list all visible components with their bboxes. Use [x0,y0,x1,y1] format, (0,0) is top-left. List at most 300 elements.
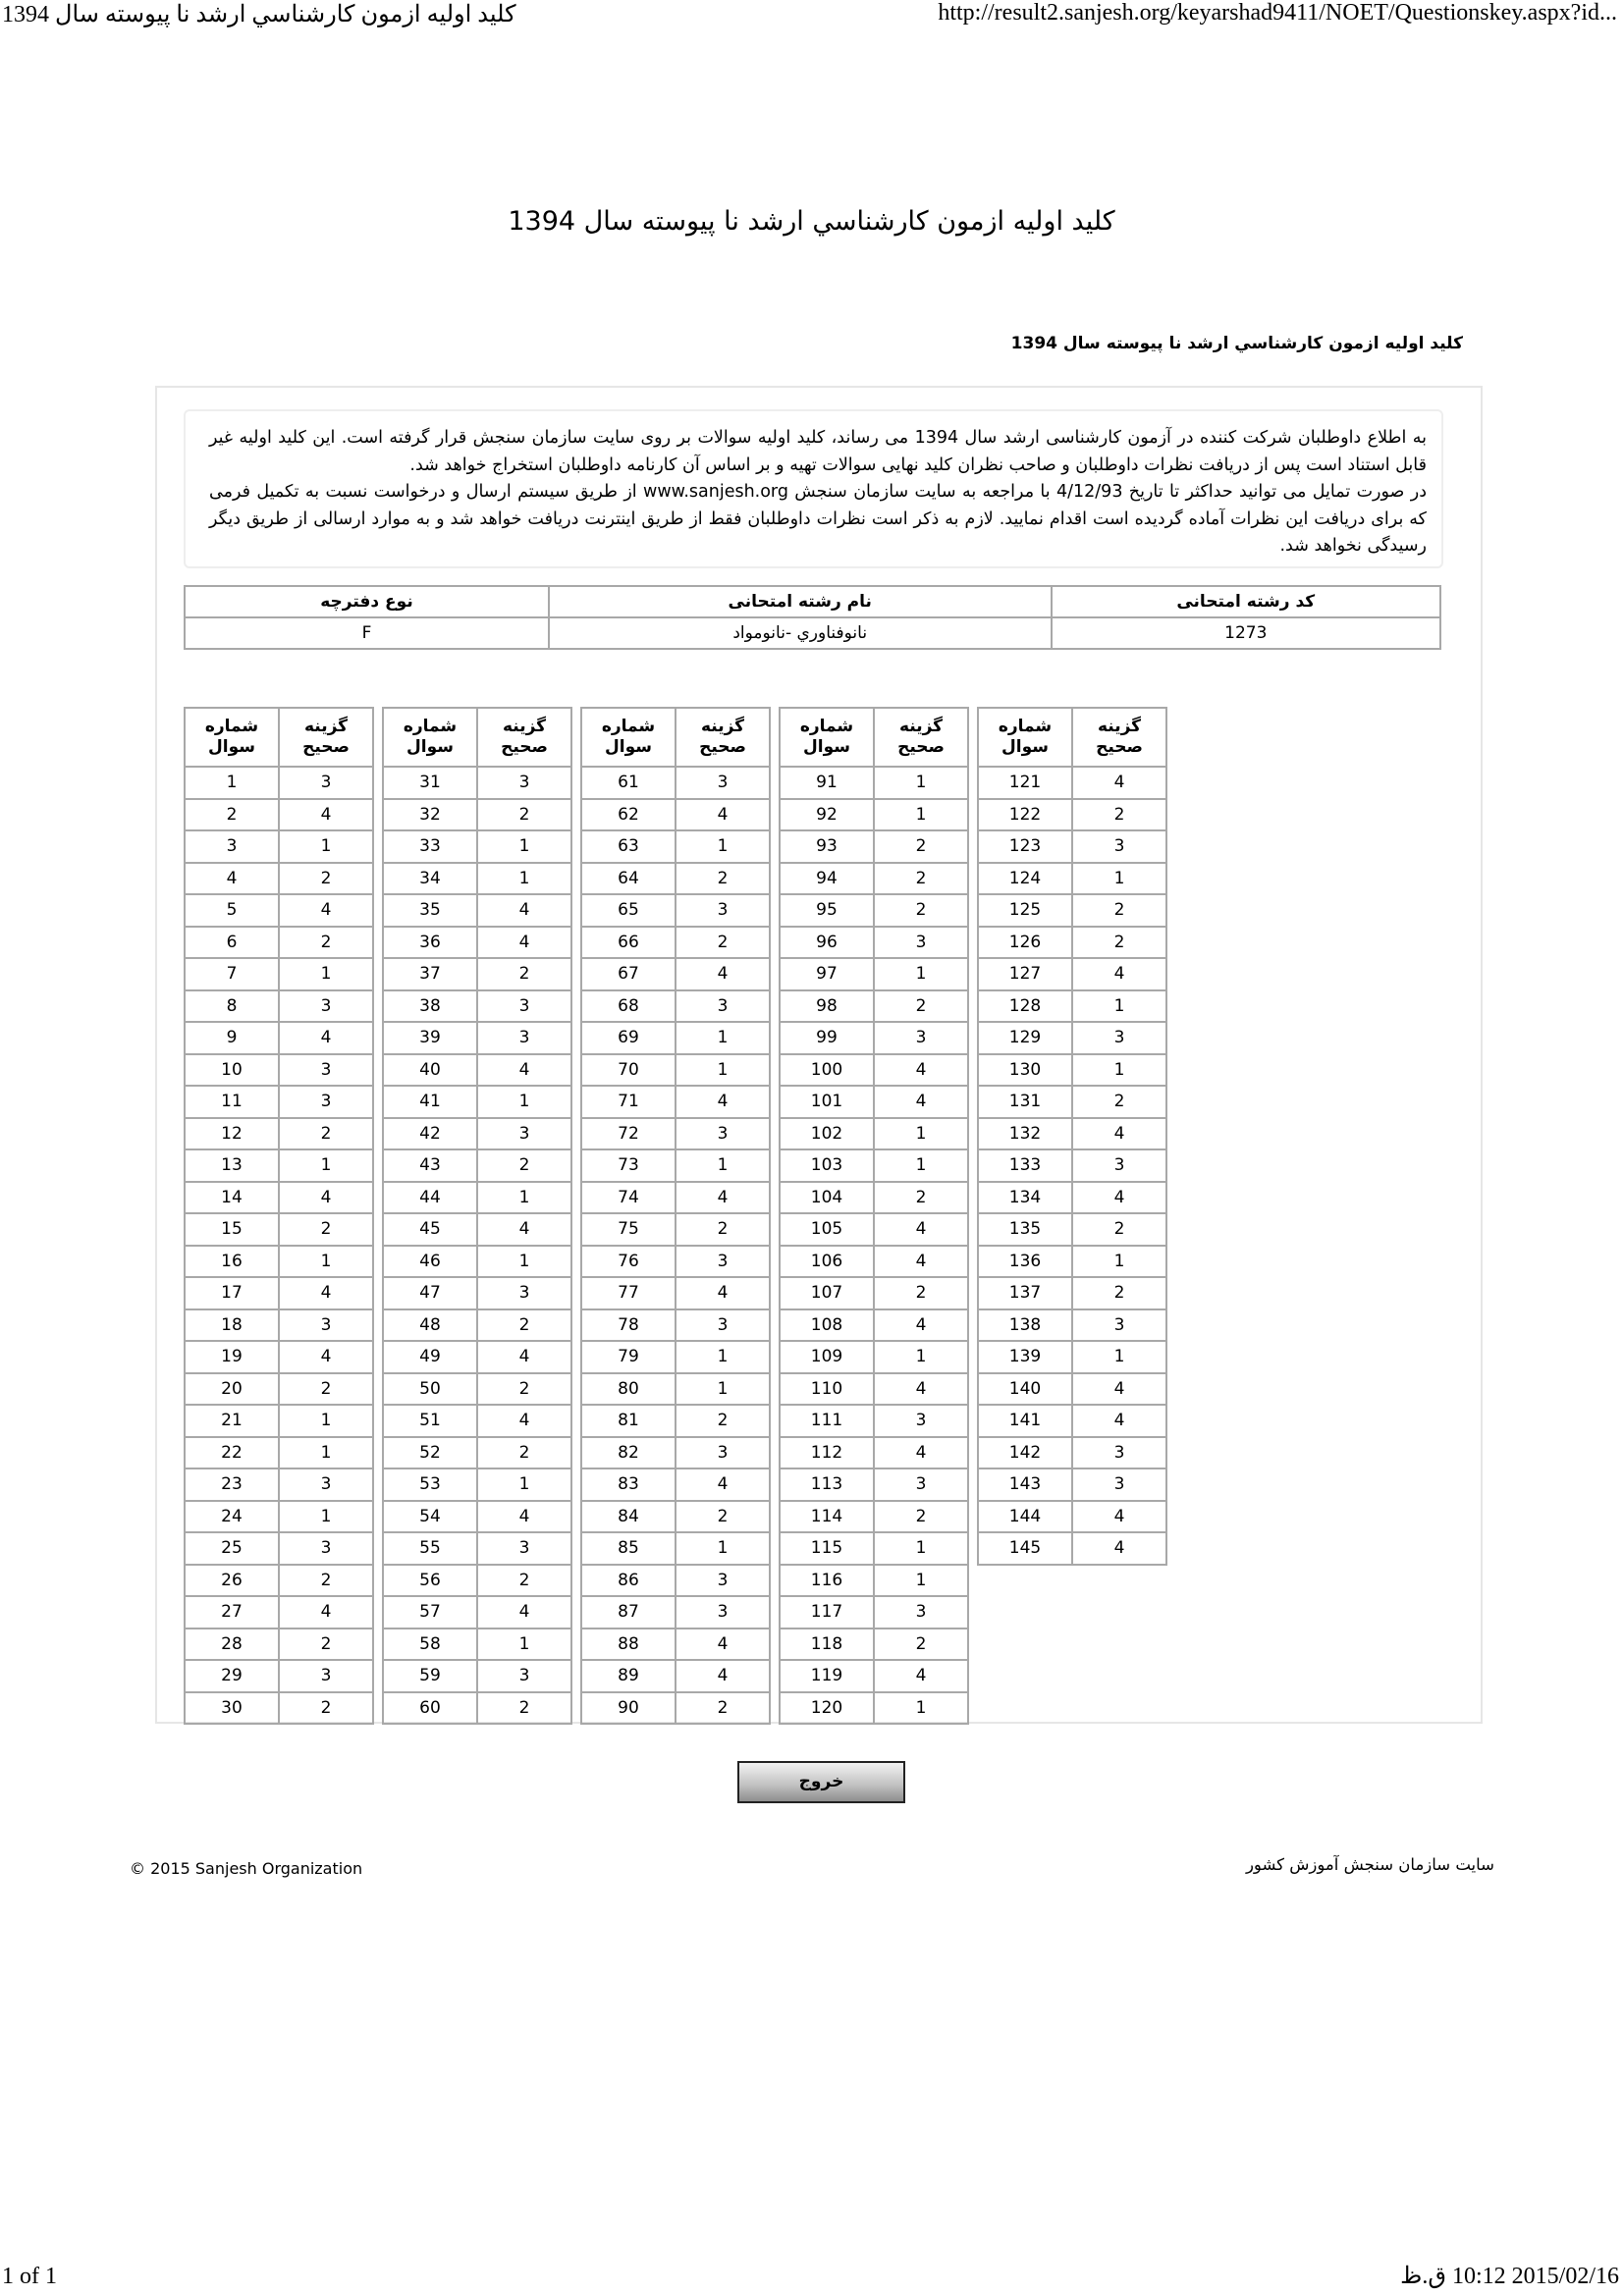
question-number: 22 [185,1437,279,1469]
question-number: 133 [978,1149,1072,1182]
answer-row [978,1054,1166,1087]
correct-option-header: گزینه صحیح [874,708,968,767]
question-number: 47 [383,1277,477,1309]
answer-row [383,1373,571,1406]
correct-option: 4 [874,1086,968,1118]
answer-row [185,1149,373,1182]
answer-row [978,1086,1166,1118]
correct-option: 1 [1072,863,1166,895]
answer-row [978,1182,1166,1214]
question-number: 70 [581,1054,676,1087]
answer-table [382,707,572,1725]
answer-table [977,707,1167,1566]
correct-option: 3 [676,894,770,927]
correct-option: 1 [874,1149,968,1182]
answer-row [978,1437,1166,1469]
correct-option: 2 [1072,799,1166,831]
question-number: 33 [383,830,477,863]
correct-option: 2 [874,830,968,863]
correct-option: 2 [1072,1086,1166,1118]
answer-row [978,927,1166,959]
correct-option: 4 [874,1054,968,1087]
correct-option: 4 [676,1182,770,1214]
correct-option: 3 [676,1118,770,1150]
correct-option: 4 [279,1341,373,1373]
answer-row [780,1246,968,1278]
correct-option: 4 [279,1277,373,1309]
question-number: 35 [383,894,477,927]
question-number: 23 [185,1468,279,1501]
question-number: 139 [978,1341,1072,1373]
answer-row [581,1501,770,1533]
answer-row [581,1118,770,1150]
correct-option: 2 [874,1277,968,1309]
answer-row [780,1437,968,1469]
answer-row [185,927,373,959]
answer-row [185,1277,373,1309]
correct-option: 3 [477,1532,571,1565]
exam-name-header: نام رشته امتحانی [549,586,1052,617]
answer-row [185,990,373,1023]
question-number: 51 [383,1405,477,1437]
correct-option: 1 [1072,1054,1166,1087]
answer-row [185,1437,373,1469]
answer-row [185,1532,373,1565]
question-number: 117 [780,1596,874,1629]
answer-row [185,1022,373,1054]
correct-option: 2 [477,799,571,831]
correct-option: 2 [477,1373,571,1406]
answer-row [383,1692,571,1725]
answer-row [581,863,770,895]
correct-option: 4 [477,894,571,927]
question-number: 97 [780,958,874,990]
question-number: 53 [383,1468,477,1501]
answer-row [185,1246,373,1278]
question-number: 32 [383,799,477,831]
question-number: 17 [185,1277,279,1309]
answer-row [383,1309,571,1342]
answer-row [383,1468,571,1501]
answer-table-header-row [383,708,571,767]
correct-option: 3 [874,1468,968,1501]
answer-row [185,1629,373,1661]
answer-row [978,1246,1166,1278]
answer-row [780,1182,968,1214]
answer-row [978,1149,1166,1182]
question-number: 81 [581,1405,676,1437]
notice-paragraph: در صورت تمایل می توانید حداکثر تا تاریخ 4/12/93 با مراجعه به سایت سازمان سنجش www.sanjesh.org از طریق سیستم ارسال و درخواست نسبت به تکمیل فرمی که برای دریافت این نظرات آماده گردیده است اقدام نمایید. لازم به ذکر است نظرات داوطلبان فقط از طریق اینترنت دریافت خواهد شد و به موارد ارسالی از طریق دیگر رسیدگی نخواهد شد. [209,482,1427,556]
answer-row [383,1660,571,1692]
question-number: 9 [185,1022,279,1054]
correct-option: 4 [477,1054,571,1087]
question-number: 116 [780,1565,874,1597]
question-number: 90 [581,1692,676,1725]
correct-option: 3 [676,990,770,1023]
answer-row [978,1213,1166,1246]
answer-row [780,1118,968,1150]
correct-option: 1 [1072,990,1166,1023]
question-number: 126 [978,927,1072,959]
correct-option: 3 [676,1565,770,1597]
answer-row [780,1692,968,1725]
answer-row [978,863,1166,895]
question-number: 76 [581,1246,676,1278]
question-number: 109 [780,1341,874,1373]
question-number: 106 [780,1246,874,1278]
correct-option: 2 [477,1565,571,1597]
answer-row [581,1373,770,1406]
correct-option: 3 [279,1086,373,1118]
correct-option: 4 [874,1246,968,1278]
question-number: 93 [780,830,874,863]
question-number: 124 [978,863,1072,895]
question-number: 21 [185,1405,279,1437]
answer-row [780,1149,968,1182]
answer-row [978,1405,1166,1437]
answer-row [185,1565,373,1597]
question-number: 140 [978,1373,1072,1406]
answer-row [185,1309,373,1342]
question-number: 2 [185,799,279,831]
answer-row [581,1660,770,1692]
correct-option: 2 [279,1118,373,1150]
correct-option: 1 [477,830,571,863]
question-number: 38 [383,990,477,1023]
question-number: 114 [780,1501,874,1533]
correct-option: 2 [1072,894,1166,927]
question-number: 31 [383,767,477,799]
question-number: 54 [383,1501,477,1533]
answer-row [978,1341,1166,1373]
question-number: 131 [978,1086,1072,1118]
question-number: 142 [978,1437,1072,1469]
answer-row [185,1086,373,1118]
question-number: 128 [978,990,1072,1023]
correct-option: 4 [874,1437,968,1469]
question-number: 96 [780,927,874,959]
correct-option: 3 [477,1660,571,1692]
exam-info-row [185,617,1440,649]
question-number-header: شماره سوال [581,708,676,767]
correct-option: 2 [676,1405,770,1437]
question-number: 130 [978,1054,1072,1087]
correct-option: 3 [676,1246,770,1278]
question-number: 13 [185,1149,279,1182]
correct-option: 4 [279,799,373,831]
question-number: 72 [581,1118,676,1150]
correct-option: 1 [874,1341,968,1373]
question-number: 120 [780,1692,874,1725]
correct-option: 3 [1072,1149,1166,1182]
question-number: 127 [978,958,1072,990]
correct-option: 2 [1072,1213,1166,1246]
correct-option: 1 [477,1086,571,1118]
question-number: 122 [978,799,1072,831]
question-number: 67 [581,958,676,990]
question-number: 104 [780,1182,874,1214]
answer-row [185,1468,373,1501]
correct-option: 3 [1072,1437,1166,1469]
answer-row [780,1373,968,1406]
answer-row [581,799,770,831]
correct-option: 4 [279,1596,373,1629]
answer-row [978,990,1166,1023]
correct-option: 2 [279,1629,373,1661]
answer-row [581,1054,770,1087]
question-number: 82 [581,1437,676,1469]
question-number: 123 [978,830,1072,863]
correct-option: 2 [874,990,968,1023]
answer-row [383,1149,571,1182]
exam-info-header-row [185,586,1440,617]
notice-box [184,409,1443,568]
question-number: 16 [185,1246,279,1278]
answer-row [780,863,968,895]
question-number: 69 [581,1022,676,1054]
question-number: 112 [780,1437,874,1469]
answer-row [383,990,571,1023]
question-number: 86 [581,1565,676,1597]
correct-option: 4 [676,1660,770,1692]
question-number: 3 [185,830,279,863]
answer-row [581,1692,770,1725]
question-number: 95 [780,894,874,927]
question-number: 36 [383,927,477,959]
answer-row [383,1086,571,1118]
answer-row [383,1629,571,1661]
answer-row [185,799,373,831]
answer-row [185,1373,373,1406]
answer-row [581,1086,770,1118]
answer-row [581,1629,770,1661]
answer-row [185,1501,373,1533]
correct-option: 4 [1072,1182,1166,1214]
answer-row [383,1246,571,1278]
question-number: 121 [978,767,1072,799]
question-number: 14 [185,1182,279,1214]
correct-option: 1 [676,1532,770,1565]
correct-option: 4 [1072,958,1166,990]
correct-option: 2 [279,927,373,959]
answer-row [185,1596,373,1629]
answer-row [383,1054,571,1087]
correct-option: 1 [279,958,373,990]
answer-row [185,830,373,863]
correct-option: 4 [874,1660,968,1692]
answer-row [978,1277,1166,1309]
answer-row [383,958,571,990]
answer-row [383,1022,571,1054]
question-number: 138 [978,1309,1072,1342]
answer-row [978,1022,1166,1054]
answer-row [978,894,1166,927]
correct-option: 2 [676,863,770,895]
answer-row [185,1341,373,1373]
correct-option: 2 [477,1149,571,1182]
question-number: 73 [581,1149,676,1182]
question-number: 50 [383,1373,477,1406]
answer-row [978,799,1166,831]
exit-button[interactable]: خروج [737,1761,905,1803]
correct-option: 4 [874,1213,968,1246]
answer-row [780,1054,968,1087]
correct-option: 1 [874,799,968,831]
print-footer-datetime: 2015/02/16 10:12 ق.ظ [1400,2264,1619,2289]
answer-row [383,1565,571,1597]
correct-option: 3 [279,767,373,799]
correct-option: 1 [676,830,770,863]
copyright-text: © 2015 Sanjesh Organization [130,1859,363,1878]
correct-option: 3 [1072,1022,1166,1054]
answer-row [383,799,571,831]
correct-option: 3 [676,767,770,799]
correct-option: 2 [676,1213,770,1246]
correct-option: 2 [676,1692,770,1725]
question-number: 63 [581,830,676,863]
correct-option: 4 [279,894,373,927]
answer-row [185,958,373,990]
page-title: كليد اوليه ازمون كارشناسي ارشد نا پيوسته سال 1394 [508,206,1115,237]
question-number: 7 [185,958,279,990]
answer-row [383,1341,571,1373]
question-number-header: شماره سوال [383,708,477,767]
correct-option: 1 [279,830,373,863]
answer-row [581,1565,770,1597]
correct-option: 1 [477,863,571,895]
correct-option: 2 [477,1437,571,1469]
correct-option: 2 [477,1692,571,1725]
question-number: 64 [581,863,676,895]
question-number: 125 [978,894,1072,927]
question-number: 136 [978,1246,1072,1278]
answer-row [978,767,1166,799]
answer-row [780,1341,968,1373]
exam-code: 1273 [1052,617,1440,649]
answer-row [978,1309,1166,1342]
correct-option: 3 [874,1022,968,1054]
answer-table-header-row [581,708,770,767]
question-number: 12 [185,1118,279,1150]
correct-option: 4 [676,1629,770,1661]
answer-row [978,1532,1166,1565]
correct-option: 4 [477,1501,571,1533]
question-number: 78 [581,1309,676,1342]
question-number: 57 [383,1596,477,1629]
correct-option: 3 [279,1309,373,1342]
answer-row [185,1054,373,1087]
correct-option-header: گزینه صحیح [1072,708,1166,767]
question-number: 83 [581,1468,676,1501]
question-number: 58 [383,1629,477,1661]
question-number: 44 [383,1182,477,1214]
question-number: 141 [978,1405,1072,1437]
correct-option: 1 [279,1405,373,1437]
answer-row [383,1182,571,1214]
correct-option: 3 [874,1405,968,1437]
correct-option: 3 [676,1596,770,1629]
answer-row [383,1596,571,1629]
question-number: 113 [780,1468,874,1501]
correct-option: 2 [676,1501,770,1533]
correct-option: 2 [279,1692,373,1725]
question-number: 19 [185,1341,279,1373]
question-number: 135 [978,1213,1072,1246]
answer-row [383,1277,571,1309]
question-number: 118 [780,1629,874,1661]
correct-option: 1 [874,958,968,990]
answer-row [978,1501,1166,1533]
correct-option: 3 [477,990,571,1023]
correct-option: 3 [676,1437,770,1469]
question-number: 41 [383,1086,477,1118]
correct-option: 4 [1072,1501,1166,1533]
answer-table [184,707,374,1725]
answer-row [581,1596,770,1629]
question-number: 94 [780,863,874,895]
print-header-title: كليد اوليه ازمون كارشناسي ارشد نا پيوسته سال 1394 [2,2,516,27]
question-number: 134 [978,1182,1072,1214]
correct-option: 4 [1072,1118,1166,1150]
question-number: 60 [383,1692,477,1725]
question-number: 101 [780,1086,874,1118]
correct-option: 1 [477,1182,571,1214]
correct-option: 1 [477,1246,571,1278]
correct-option: 1 [279,1437,373,1469]
correct-option: 4 [874,1373,968,1406]
correct-option: 3 [477,767,571,799]
print-footer-page: 1 of 1 [2,2264,57,2289]
site-name-link[interactable]: سایت سازمان سنجش آموزش کشور [1245,1855,1494,1874]
question-number: 99 [780,1022,874,1054]
answer-row [581,958,770,990]
answer-row [581,1437,770,1469]
answer-row [780,1532,968,1565]
answer-row [780,1277,968,1309]
correct-option: 3 [874,927,968,959]
question-number: 103 [780,1149,874,1182]
question-number: 42 [383,1118,477,1150]
booklet-type: F [185,617,549,649]
correct-option: 4 [477,1596,571,1629]
question-number: 61 [581,767,676,799]
exam-info-table [184,585,1441,650]
correct-option: 2 [279,863,373,895]
question-number: 105 [780,1213,874,1246]
question-number: 1 [185,767,279,799]
answer-row [780,1468,968,1501]
question-number: 10 [185,1054,279,1087]
correct-option: 3 [477,1118,571,1150]
correct-option: 1 [874,1532,968,1565]
correct-option: 2 [279,1213,373,1246]
correct-option: 3 [1072,1309,1166,1342]
answer-table [779,707,969,1725]
exam-name: نانوفناوري -نانومواد [549,617,1052,649]
answer-row [780,830,968,863]
answer-row [185,1405,373,1437]
correct-option: 4 [1072,767,1166,799]
correct-option: 4 [477,927,571,959]
correct-option: 4 [477,1213,571,1246]
question-number: 84 [581,1501,676,1533]
answer-row [581,894,770,927]
answer-row [581,830,770,863]
correct-option: 2 [477,1309,571,1342]
question-number: 18 [185,1309,279,1342]
correct-option: 3 [279,1532,373,1565]
answer-row [780,1501,968,1533]
